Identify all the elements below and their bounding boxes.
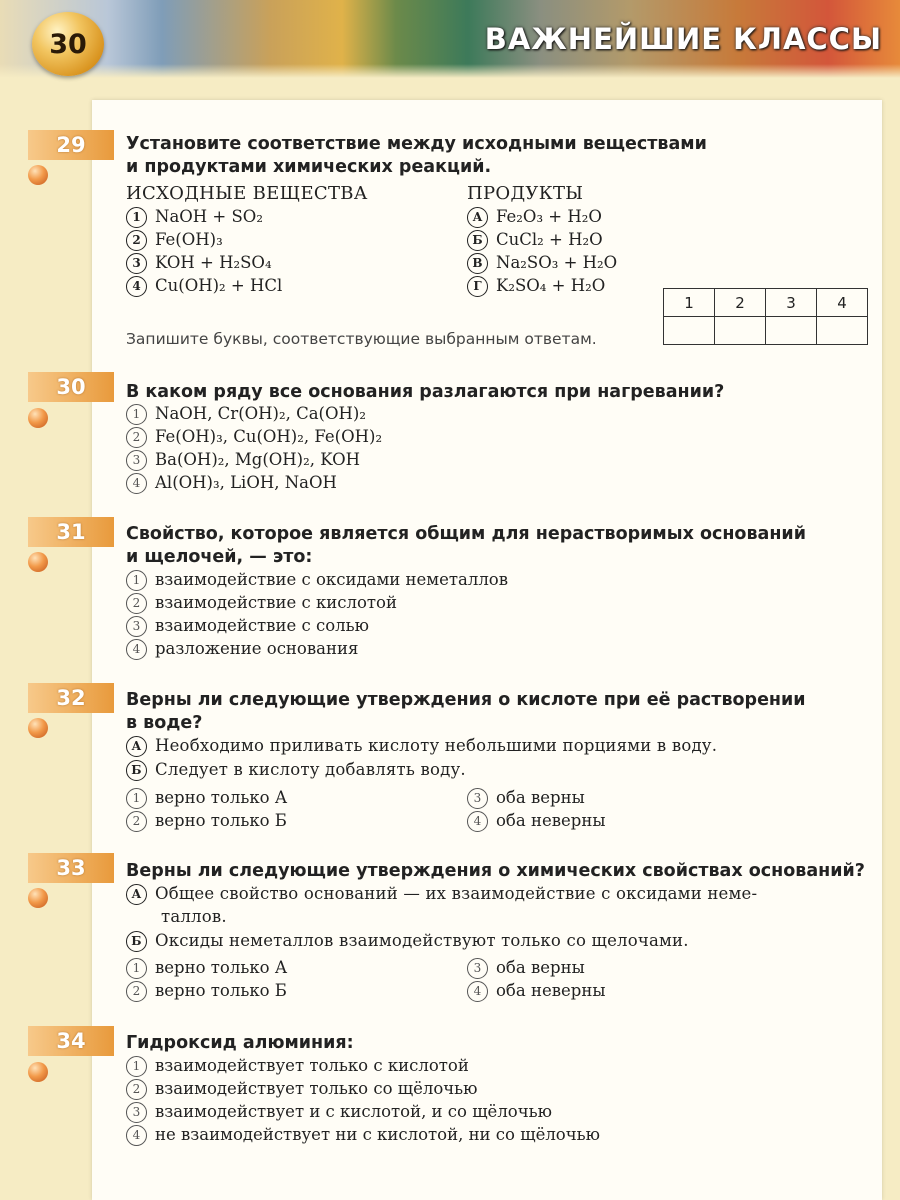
number-2-icon: 2 — [126, 427, 147, 448]
answer-option[interactable] — [126, 638, 358, 660]
answer-option[interactable] — [467, 810, 605, 832]
statement-text: Общее свойство оснований — их взаимодействие с оксидами неме- — [155, 884, 758, 903]
letter-a-icon: А — [126, 884, 147, 905]
answer-option[interactable] — [467, 980, 605, 1002]
answer-cell[interactable] — [715, 317, 766, 345]
letter-b-icon: Б — [126, 760, 147, 781]
letter-a-icon: А — [467, 207, 488, 228]
answer-option[interactable] — [467, 787, 585, 809]
answer-option[interactable] — [126, 1078, 478, 1100]
answer-option[interactable] — [126, 980, 287, 1002]
item-text: NaOH + SO₂ — [155, 207, 263, 226]
title-line: Установите соответствие между исходными веществами — [126, 134, 707, 154]
number-1-icon: 1 — [126, 404, 147, 425]
answer-cell[interactable] — [766, 317, 817, 345]
item-text: Fe₂O₃ + H₂O — [496, 207, 602, 226]
answer-option[interactable] — [126, 472, 337, 494]
question-title — [126, 523, 866, 569]
title-line: Верны ли следующие утверждения о кислоте при её растворении — [126, 690, 806, 710]
question-title: Гидроксид алюминия: — [126, 1033, 354, 1053]
option-text: верно только Б — [155, 981, 287, 1000]
statement-b — [126, 759, 856, 781]
title-line: и продуктами химических реакций. — [126, 157, 492, 177]
answer-table-header: 4 — [817, 289, 868, 317]
letter-b-icon: Б — [467, 230, 488, 251]
question-title: Верны ли следующие утверждения о химических свойствах оснований? — [126, 861, 865, 881]
number-2-icon: 2 — [126, 230, 147, 251]
number-4-icon: 4 — [467, 981, 488, 1002]
question-title — [126, 689, 866, 735]
answer-option[interactable] — [126, 615, 369, 637]
answer-option[interactable] — [126, 1101, 552, 1123]
answer-cell[interactable] — [817, 317, 868, 345]
number-1-icon: 1 — [126, 788, 147, 809]
letter-g-icon: Г — [467, 276, 488, 297]
question-number-tab: 34 — [28, 1026, 114, 1056]
page-number-badge: 30 — [32, 12, 104, 76]
number-3-icon: 3 — [467, 958, 488, 979]
answer-option[interactable] — [126, 1124, 600, 1146]
statement-a-continuation: таллов. — [161, 907, 227, 926]
number-3-icon: 3 — [126, 616, 147, 637]
title-line: Свойство, которое является общим для нерастворимых оснований — [126, 524, 806, 544]
title-line: в воде? — [126, 713, 203, 733]
question-title — [126, 133, 866, 179]
answer-table-header: 2 — [715, 289, 766, 317]
bullet-ball-icon — [28, 888, 48, 908]
number-4-icon: 4 — [126, 1125, 147, 1146]
item-text: CuCl₂ + H₂O — [496, 230, 603, 249]
number-4-icon: 4 — [126, 639, 147, 660]
statement-text: Следует в кислоту добавлять воду. — [155, 760, 466, 779]
reactant-item — [126, 252, 272, 274]
answer-option[interactable] — [126, 403, 366, 425]
bullet-ball-icon — [28, 552, 48, 572]
item-text: K₂SO₄ + H₂O — [496, 276, 606, 295]
option-text: Al(OH)₃, LiOH, NaOH — [155, 473, 337, 492]
number-1-icon: 1 — [126, 570, 147, 591]
question-number-tab: 30 — [28, 372, 114, 402]
option-text: оба неверны — [496, 811, 606, 830]
option-text: верно только А — [155, 958, 288, 977]
option-text: верно только Б — [155, 811, 287, 830]
answer-option[interactable] — [126, 957, 287, 979]
bullet-ball-icon — [28, 718, 48, 738]
option-text: Fe(OH)₃, Cu(OH)₂, Fe(OH)₂ — [155, 427, 383, 446]
bullet-ball-icon — [28, 1062, 48, 1082]
number-2-icon: 2 — [126, 1079, 147, 1100]
option-text: взаимодействует только со щёлочью — [155, 1079, 478, 1098]
option-text: разложение основания — [155, 639, 359, 658]
option-text: верно только А — [155, 788, 288, 807]
question-number-tab: 32 — [28, 683, 114, 713]
answer-table-header: 1 — [664, 289, 715, 317]
reactant-item — [126, 229, 223, 251]
item-text: Fe(OH)₃ — [155, 230, 223, 249]
statement-text: Необходимо приливать кислоту небольшими порциями в воду. — [155, 736, 718, 755]
option-text: оба верны — [496, 788, 585, 807]
question-number-tab: 31 — [28, 517, 114, 547]
number-4-icon: 4 — [126, 473, 147, 494]
answer-option[interactable] — [126, 787, 287, 809]
option-text: NaOH, Cr(OH)₂, Ca(OH)₂ — [155, 404, 366, 423]
answer-option[interactable] — [126, 449, 360, 471]
option-text: взаимодействует только с кислотой — [155, 1056, 469, 1075]
option-text: оба верны — [496, 958, 585, 977]
statement-a — [126, 883, 856, 905]
reactant-item — [126, 206, 263, 228]
option-text: взаимодействие с солью — [155, 616, 369, 635]
statement-text: Оксиды неметаллов взаимодействуют только со щелочами. — [155, 931, 689, 950]
question-number-tab: 33 — [28, 853, 114, 883]
answer-option[interactable] — [126, 810, 287, 832]
answer-option[interactable] — [126, 1055, 469, 1077]
number-2-icon: 2 — [126, 981, 147, 1002]
left-column-heading: ИСХОДНЫЕ ВЕЩЕСТВА — [126, 183, 368, 204]
question-title: В каком ряду все основания разлагаются при нагревании? — [126, 382, 725, 402]
bullet-ball-icon — [28, 165, 48, 185]
answer-option[interactable] — [126, 569, 508, 591]
number-2-icon: 2 — [126, 811, 147, 832]
number-1-icon: 1 — [126, 207, 147, 228]
statement-a — [126, 735, 856, 757]
answer-option[interactable] — [126, 426, 382, 448]
option-text: оба неверны — [496, 981, 606, 1000]
option-text: взаимодействует и с кислотой, и со щёлочью — [155, 1102, 552, 1121]
product-item — [467, 229, 603, 251]
right-column-heading: ПРОДУКТЫ — [467, 183, 584, 204]
number-4-icon: 4 — [126, 276, 147, 297]
letter-v-icon: В — [467, 253, 488, 274]
instruction-note: Запишите буквы, соответствующие выбранным ответам. — [126, 330, 597, 348]
number-3-icon: 3 — [126, 450, 147, 471]
product-item — [467, 206, 602, 228]
option-text: взаимодействие с оксидами неметаллов — [155, 570, 509, 589]
number-2-icon: 2 — [126, 593, 147, 614]
letter-b-icon: Б — [126, 931, 147, 952]
number-3-icon: 3 — [126, 253, 147, 274]
option-text: не взаимодействует ни с кислотой, ни со щёлочью — [155, 1125, 601, 1144]
title-line: и щелочей, — это: — [126, 547, 313, 567]
question-number-tab: 29 — [28, 130, 114, 160]
item-text: KOH + H₂SO₄ — [155, 253, 272, 272]
statement-b — [126, 930, 856, 952]
answer-table-header: 3 — [766, 289, 817, 317]
number-3-icon: 3 — [126, 1102, 147, 1123]
item-text: Cu(OH)₂ + HCl — [155, 276, 283, 295]
option-text: взаимодействие с кислотой — [155, 593, 397, 612]
number-4-icon: 4 — [467, 811, 488, 832]
product-item — [467, 252, 617, 274]
option-text: Ba(OH)₂, Mg(OH)₂, KOH — [155, 450, 361, 469]
answer-option[interactable] — [126, 592, 397, 614]
number-1-icon: 1 — [126, 1056, 147, 1077]
chapter-title: ВАЖНЕЙШИЕ КЛАССЫ — [484, 22, 882, 56]
number-3-icon: 3 — [467, 788, 488, 809]
item-text: Na₂SO₃ + H₂O — [496, 253, 618, 272]
number-1-icon: 1 — [126, 958, 147, 979]
reactant-item — [126, 275, 282, 297]
letter-a-icon: А — [126, 736, 147, 757]
product-item — [467, 275, 605, 297]
bullet-ball-icon — [28, 408, 48, 428]
answer-table — [663, 288, 868, 345]
answer-option[interactable] — [467, 957, 585, 979]
answer-cell[interactable] — [664, 317, 715, 345]
